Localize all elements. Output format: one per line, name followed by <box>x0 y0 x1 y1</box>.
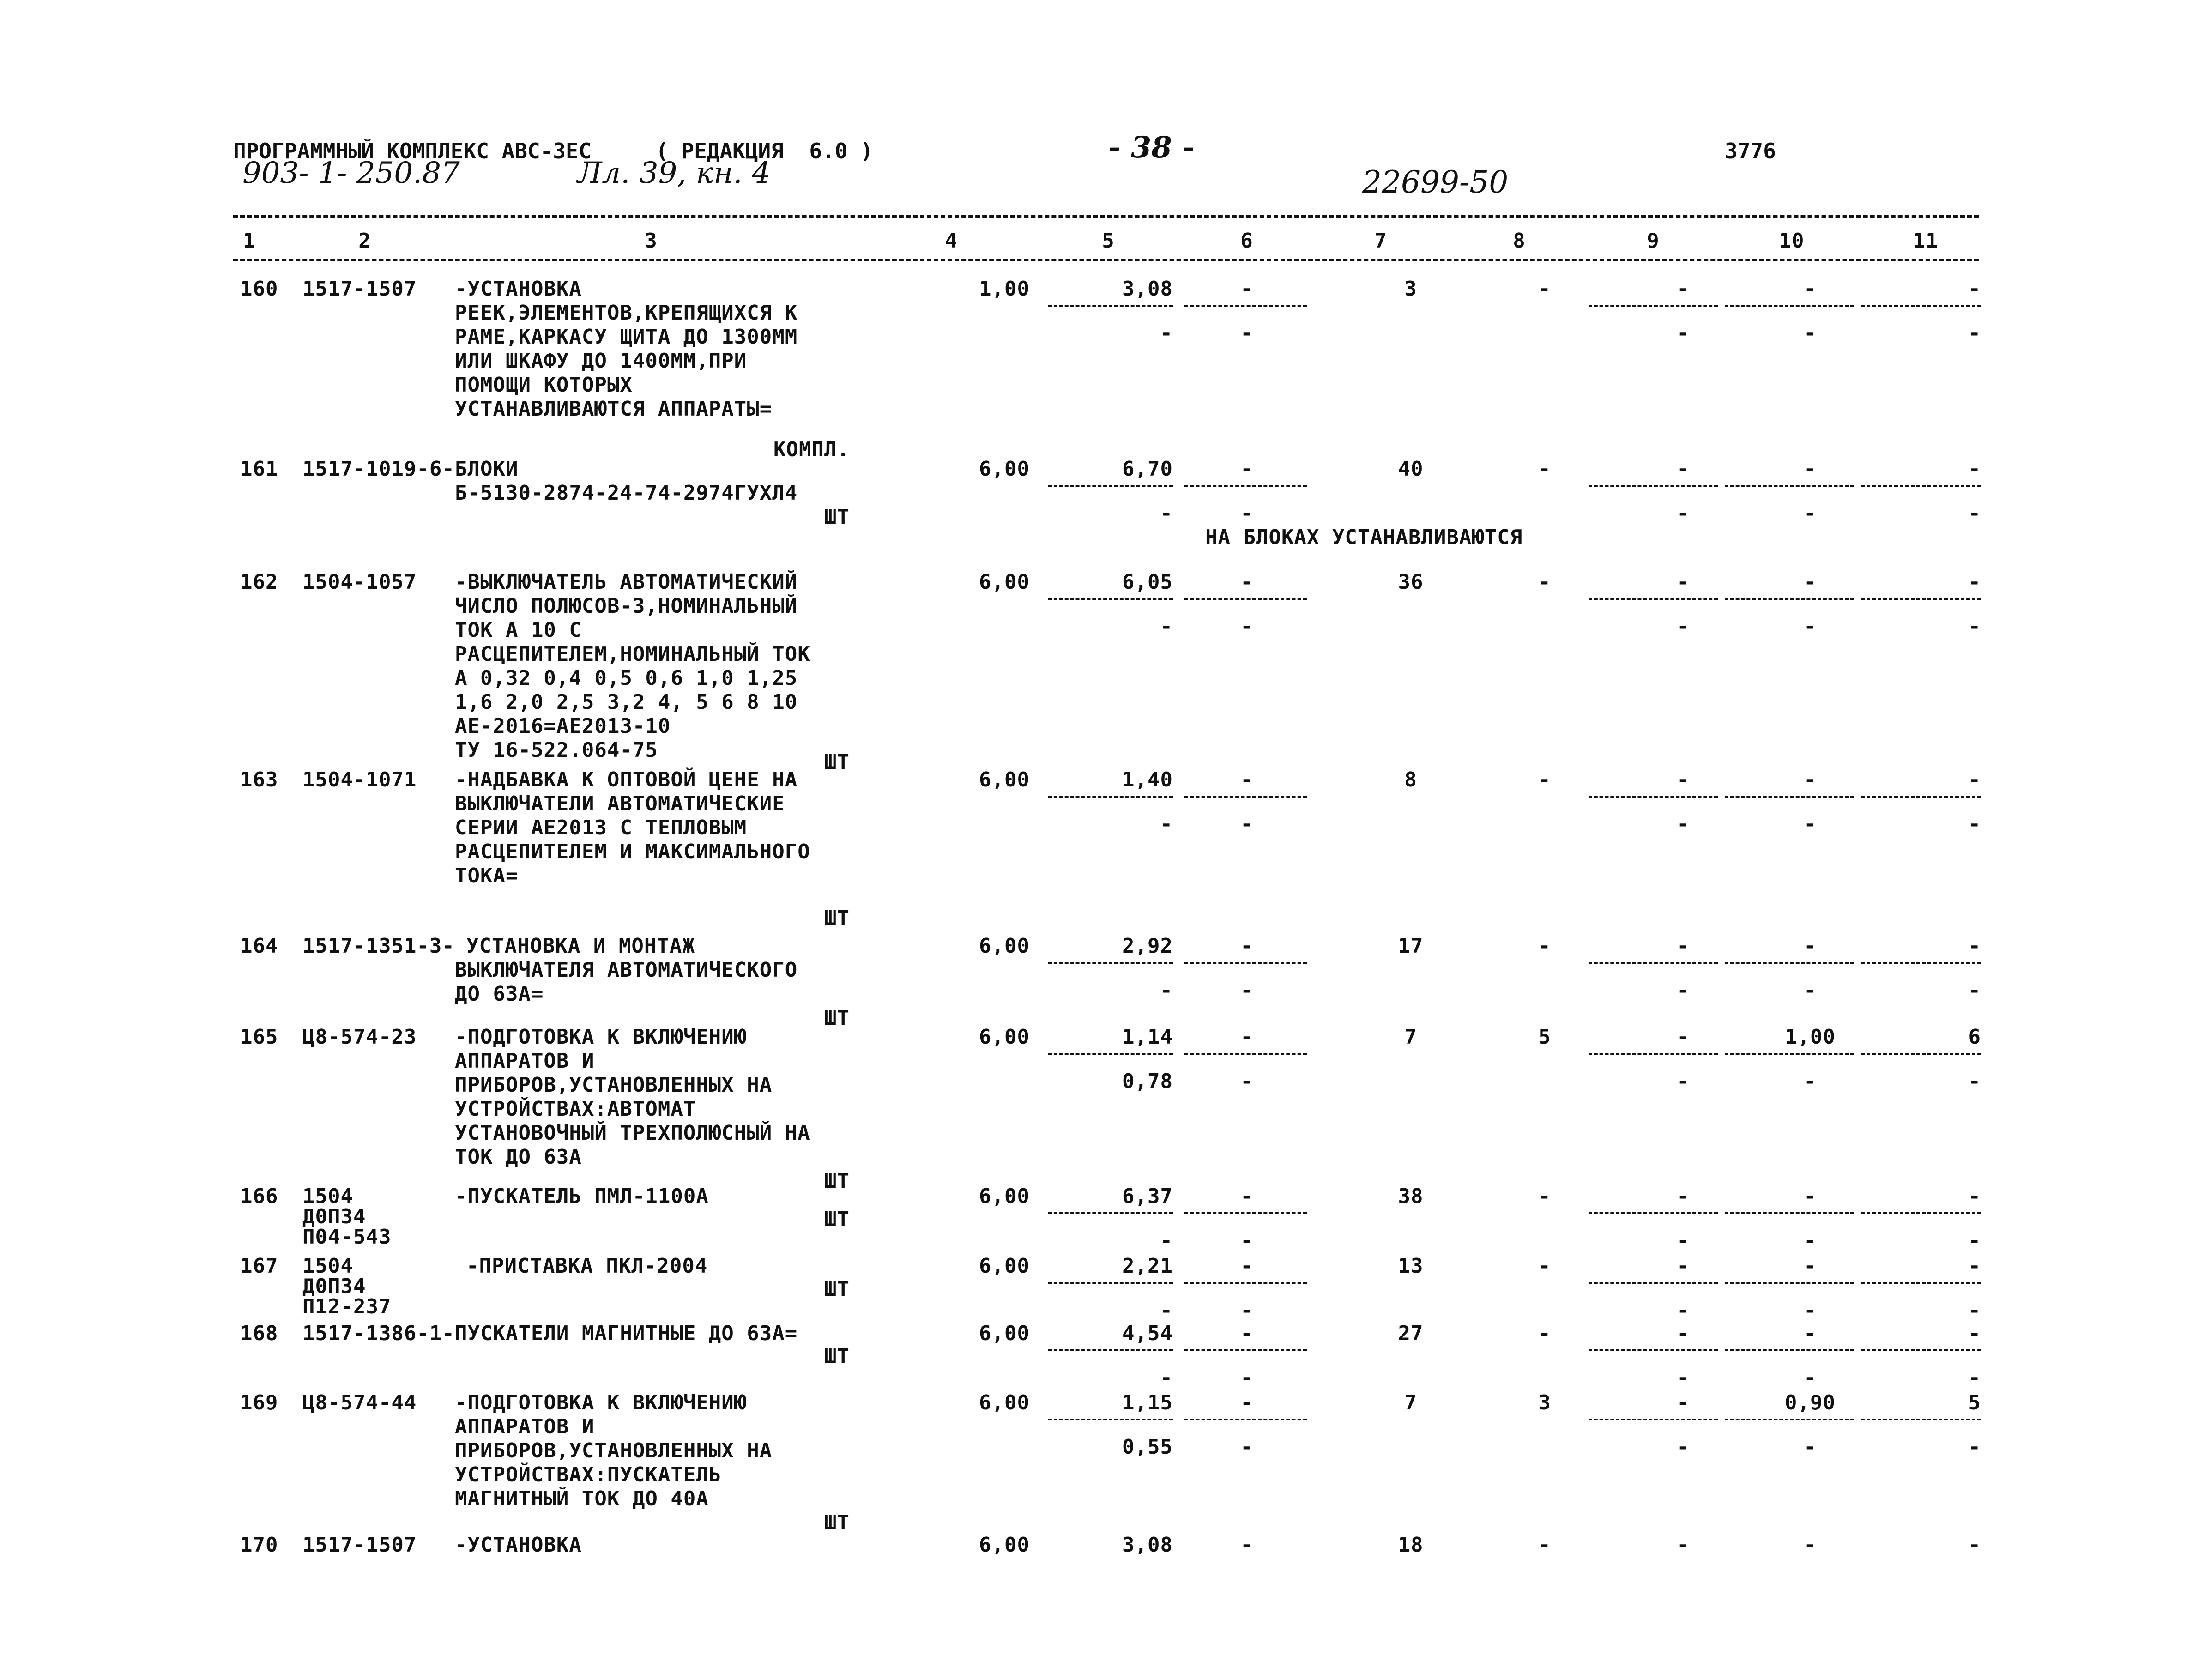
cell-col11: - <box>1968 1533 1981 1557</box>
cell-col10: - <box>1804 457 1817 481</box>
cell-col10: - <box>1804 1322 1817 1345</box>
cell-quantity: 6,00 <box>979 1184 1030 1208</box>
cell-col6-sub: - <box>1240 1299 1253 1322</box>
cell-col5: 6,70 <box>1122 457 1173 481</box>
row-unit: ШТ <box>824 1277 850 1301</box>
row-number: 162 <box>240 570 278 594</box>
row-description-line: АЕ-2016=АЕ2013-10 <box>455 714 671 738</box>
cell-col5-sub: - <box>1160 979 1173 1002</box>
cell-col7: 40 <box>1398 457 1424 481</box>
subtotal-rule-col9 <box>1589 305 1718 307</box>
row-code: 1517-1507 <box>302 277 417 301</box>
row-description-line: -НАДБАВКА К ОПТОВОЙ ЦЕНЕ НА <box>455 768 798 792</box>
row-description-line: УСТАНОВОЧНЫЙ ТРЕХПОЛЮСНЫЙ НА <box>455 1121 810 1145</box>
row-unit: ШТ <box>824 750 850 774</box>
cell-col5: 2,21 <box>1122 1254 1173 1278</box>
column-header-7: 7 <box>1374 229 1387 253</box>
row-description-line: -УСТАНОВКА <box>455 1533 582 1557</box>
handwritten-sheet-ref: Лл. 39, кн. 4 <box>577 156 771 190</box>
subtotal-rule-col5 <box>1048 485 1173 487</box>
column-header-5: 5 <box>1102 229 1115 253</box>
subtotal-rule-col9 <box>1589 598 1718 600</box>
row-description-line: ИЛИ ШКАФУ ДО 1400ММ,ПРИ <box>455 349 747 373</box>
cell-col6: - <box>1240 277 1253 301</box>
row-unit: ШТ <box>824 1208 850 1231</box>
cell-col6: - <box>1240 1025 1253 1049</box>
cell-col9: - <box>1677 1025 1690 1049</box>
row-description-line: УСТРОЙСТВАХ:ПУСКАТЕЛЬ <box>455 1463 722 1487</box>
cell-col6-sub: - <box>1240 615 1253 638</box>
sheet-code: 3776 <box>1725 139 1776 163</box>
subtotal-rule-col10 <box>1725 485 1854 487</box>
subtotal-rule-col10 <box>1725 305 1854 307</box>
subtotal-rule-col11 <box>1861 1282 1981 1284</box>
cell-col10-sub: - <box>1804 615 1817 638</box>
cell-col11: - <box>1968 277 1981 301</box>
cell-quantity: 6,00 <box>979 1254 1030 1278</box>
row-description-line: СЕРИИ АЕ2013 С ТЕПЛОВЫМ <box>455 816 747 840</box>
row-description-line: ТОК ДО 63А <box>455 1145 582 1169</box>
row-code: Д0П34 <box>302 1205 366 1228</box>
row-description-line: ЧИСЛО ПОЛЮСОВ-3,НОМИНАЛЬНЫЙ <box>455 594 798 618</box>
cell-col7: 38 <box>1398 1184 1424 1208</box>
cell-col8: - <box>1538 1254 1551 1278</box>
column-header-9: 9 <box>1647 229 1660 253</box>
cell-col6: - <box>1240 1322 1253 1345</box>
cell-col5: 3,08 <box>1122 1533 1173 1557</box>
subtotal-rule-col6 <box>1184 796 1307 798</box>
cell-col8: - <box>1538 457 1551 481</box>
cell-col8: - <box>1538 570 1551 594</box>
subtotal-rule-col6 <box>1184 485 1307 487</box>
cell-col11: - <box>1968 768 1981 792</box>
cell-col11-sub: - <box>1968 615 1981 638</box>
cell-col10-sub: - <box>1804 1070 1817 1093</box>
cell-col6-sub: - <box>1240 812 1253 836</box>
row-description-line: -ВЫКЛЮЧАТЕЛЬ АВТОМАТИЧЕСКИЙ <box>455 570 798 594</box>
cell-col9-sub: - <box>1677 812 1690 836</box>
cell-quantity: 6,00 <box>979 1322 1030 1345</box>
cell-col8: - <box>1538 1533 1551 1557</box>
cell-col11-sub: - <box>1968 1070 1981 1093</box>
cell-col7: 17 <box>1398 934 1424 958</box>
subtotal-rule-col10 <box>1725 962 1854 964</box>
cell-col5: 3,08 <box>1122 277 1173 301</box>
cell-col10: - <box>1804 1254 1817 1278</box>
cell-col11-sub: - <box>1968 979 1981 1002</box>
cell-col9-sub: - <box>1677 1435 1690 1459</box>
cell-col5-sub: 0,78 <box>1122 1070 1173 1093</box>
row-unit: ШТ <box>824 505 850 529</box>
cell-col6-sub: - <box>1240 321 1253 345</box>
subtotal-rule-col10 <box>1725 1419 1854 1420</box>
cell-col10: - <box>1804 1184 1817 1208</box>
cell-col9-sub: - <box>1677 1299 1690 1322</box>
column-header-3: 3 <box>645 229 658 253</box>
cell-col11: - <box>1968 1254 1981 1278</box>
row-code: Ц8-574-44 <box>302 1391 417 1414</box>
subtotal-rule-col9 <box>1589 962 1718 964</box>
subtotal-rule-col9 <box>1589 1212 1718 1214</box>
row-description-line: -ПОДГОТОВКА К ВКЛЮЧЕНИЮ <box>455 1391 747 1414</box>
cell-col11-sub: - <box>1968 812 1981 836</box>
cell-col9-sub: - <box>1677 1366 1690 1390</box>
cell-col10-sub: - <box>1804 979 1817 1002</box>
cell-col5-sub: - <box>1160 1299 1173 1322</box>
cell-col10-sub: - <box>1804 1229 1817 1252</box>
row-unit: ШТ <box>824 906 850 930</box>
cell-col9: - <box>1677 570 1690 594</box>
cell-col9: - <box>1677 277 1690 301</box>
cell-col6: - <box>1240 570 1253 594</box>
cell-col9-sub: - <box>1677 502 1690 525</box>
row-description-line: ПРИБОРОВ,УСТАНОВЛЕННЫХ НА <box>455 1439 773 1462</box>
subtotal-rule-col11 <box>1861 1419 1981 1420</box>
row-code: Ц8-574-23 <box>302 1025 417 1049</box>
cell-col9-sub: - <box>1677 1070 1690 1093</box>
cell-quantity: 6,00 <box>979 934 1030 958</box>
row-description-line: А 0,32 0,4 0,5 0,6 1,0 1,25 <box>455 666 798 690</box>
row-number: 168 <box>240 1322 278 1345</box>
row-unit: ШТ <box>824 1169 850 1193</box>
subtotal-rule-col9 <box>1589 1282 1718 1284</box>
subtotal-rule-col6 <box>1184 962 1307 964</box>
handwritten-project-ref: 903- 1- 250.87 <box>242 156 460 190</box>
subtotal-rule-col6 <box>1184 1212 1307 1214</box>
cell-col6: - <box>1240 1391 1253 1414</box>
cell-quantity: 6,00 <box>979 1391 1030 1414</box>
row-description-line: -ПРИСТАВКА ПКЛ-2004 <box>466 1254 708 1278</box>
cell-col8: - <box>1538 1184 1551 1208</box>
subtotal-rule-col5 <box>1048 598 1173 600</box>
subtotal-rule-col11 <box>1861 962 1981 964</box>
cell-col8: - <box>1538 277 1551 301</box>
cell-col10-sub: - <box>1804 812 1817 836</box>
subtotal-rule-col5 <box>1048 305 1173 307</box>
row-description-line: УСТАНОВКА И МОНТАЖ <box>466 934 695 958</box>
program-edition: ( РЕДАКЦИЯ 6.0 ) <box>656 139 873 163</box>
column-header-4: 4 <box>945 229 958 253</box>
subtotal-rule-col10 <box>1725 1053 1854 1055</box>
row-number: 166 <box>240 1184 278 1208</box>
page-number: - 38 - <box>1108 130 1195 165</box>
row-description-line: РАСЦЕПИТЕЛЕМ И МАКСИМАЛЬНОГО <box>455 840 810 864</box>
cell-col10: - <box>1804 934 1817 958</box>
row-number: 170 <box>240 1533 278 1557</box>
row-description-line: ВЫКЛЮЧАТЕЛЯ АВТОМАТИЧЕСКОГО <box>455 958 798 982</box>
row-description-line: ТОК А 10 С <box>455 618 582 642</box>
row-unit: ШТ <box>824 1511 850 1535</box>
cell-col9-sub: - <box>1677 321 1690 345</box>
row-description-line: МАГНИТНЫЙ ТОК ДО 40А <box>455 1487 709 1511</box>
cell-col9: - <box>1677 1254 1690 1278</box>
cell-col10: - <box>1804 570 1817 594</box>
cell-col11-sub: - <box>1968 1299 1981 1322</box>
cell-col10: 1,00 <box>1785 1025 1836 1049</box>
cell-col9: - <box>1677 1322 1690 1345</box>
cell-col6-sub: - <box>1240 1366 1253 1390</box>
row-number: 169 <box>240 1391 278 1414</box>
row-description-line: УСТРОЙСТВАХ:АВТОМАТ <box>455 1097 696 1121</box>
cell-col7: 7 <box>1404 1391 1417 1414</box>
cell-col7: 36 <box>1398 570 1424 594</box>
cell-col11-sub: - <box>1968 1435 1981 1459</box>
subtotal-rule-col5 <box>1048 1419 1173 1420</box>
row-code: 1517-1019-6- <box>302 457 455 481</box>
row-description-line: ТУ 16-522.064-75 <box>455 738 658 762</box>
row-number: 161 <box>240 457 278 481</box>
subtotal-rule-col5 <box>1048 1282 1173 1284</box>
cell-col9-sub: - <box>1677 1229 1690 1252</box>
row-description-line: БЛОКИ <box>455 457 519 481</box>
cell-col11-sub: - <box>1968 321 1981 345</box>
cell-col7: 3 <box>1404 277 1417 301</box>
row-description-line: УСТАНАВЛИВАЮТСЯ АППАРАТЫ= <box>455 397 773 421</box>
subtotal-rule-col5 <box>1048 962 1173 964</box>
cell-col5-sub: - <box>1160 321 1173 345</box>
row-description-line: Б-5130-2874-24-74-2974ГУХЛ4 <box>455 481 798 505</box>
cell-col10: - <box>1804 277 1817 301</box>
cell-col10-sub: - <box>1804 502 1817 525</box>
row-description-line: РАСЦЕПИТЕЛЕМ,НОМИНАЛЬНЫЙ ТОК <box>455 642 810 666</box>
cell-col11: - <box>1968 934 1981 958</box>
cell-col7: 13 <box>1398 1254 1424 1278</box>
cell-quantity: 6,00 <box>979 768 1030 792</box>
cell-col11: - <box>1968 457 1981 481</box>
row-description-line: ПОМОЩИ КОТОРЫХ <box>455 373 633 397</box>
cell-col11-sub: - <box>1968 1366 1981 1390</box>
cell-col6: - <box>1240 1533 1253 1557</box>
subtotal-rule-col9 <box>1589 1419 1718 1420</box>
cell-col6: - <box>1240 457 1253 481</box>
subtotal-rule-col9 <box>1589 485 1718 487</box>
cell-col9: - <box>1677 1184 1690 1208</box>
row-note: НА БЛОКАХ УСТАНАВЛИВАЮТСЯ <box>1205 526 1523 549</box>
subtotal-rule-col11 <box>1861 1349 1981 1351</box>
subtotal-rule-col10 <box>1725 1212 1854 1214</box>
cell-col7: 27 <box>1398 1322 1424 1345</box>
row-description-line: ПУСКАТЕЛИ МАГНИТНЫЕ ДО 63А= <box>455 1322 798 1345</box>
cell-quantity: 6,00 <box>979 457 1030 481</box>
cell-quantity: 6,00 <box>979 1025 1030 1049</box>
row-description-line: ДО 63А= <box>455 982 544 1006</box>
cell-col5: 1,14 <box>1122 1025 1173 1049</box>
cell-col10: 0,90 <box>1785 1391 1836 1414</box>
row-code: 1517-1507 <box>302 1533 417 1557</box>
column-header-10: 10 <box>1779 229 1805 253</box>
cell-col9-sub: - <box>1677 979 1690 1002</box>
cell-col9: - <box>1677 934 1690 958</box>
header-bottom-rule <box>233 259 1979 261</box>
cell-col11: 5 <box>1968 1391 1981 1414</box>
subtotal-rule-col6 <box>1184 1349 1307 1351</box>
cell-quantity: 6,00 <box>979 570 1030 594</box>
subtotal-rule-col6 <box>1184 1419 1307 1420</box>
row-description-line: АППАРАТОВ И <box>455 1415 595 1438</box>
cell-col7: 8 <box>1404 768 1417 792</box>
cell-col11-sub: - <box>1968 502 1981 525</box>
row-description-line: РАМЕ,КАРКАСУ ЩИТА ДО 1300ММ <box>455 325 798 349</box>
cell-col11-sub: - <box>1968 1229 1981 1252</box>
cell-col11: - <box>1968 570 1981 594</box>
row-unit: ШТ <box>824 1345 850 1368</box>
row-description-line: ТОКА= <box>455 864 519 888</box>
subtotal-rule-col10 <box>1725 796 1854 798</box>
cell-col8: - <box>1538 1322 1551 1345</box>
subtotal-rule-col11 <box>1861 305 1981 307</box>
row-number: 165 <box>240 1025 278 1049</box>
cell-col9: - <box>1677 457 1690 481</box>
row-code: 1517-1386-1- <box>302 1322 455 1345</box>
cell-col5-sub: 0,55 <box>1122 1435 1173 1459</box>
subtotal-rule-col6 <box>1184 305 1307 307</box>
row-code: П12-237 <box>302 1295 392 1318</box>
subtotal-rule-col6 <box>1184 1053 1307 1055</box>
row-code: 1504 <box>302 1184 353 1208</box>
cell-col10: - <box>1804 768 1817 792</box>
cell-col11: - <box>1968 1184 1981 1208</box>
cell-col9: - <box>1677 1391 1690 1414</box>
row-description-line: -ПОДГОТОВКА К ВКЛЮЧЕНИЮ <box>455 1025 747 1049</box>
cell-col6-sub: - <box>1240 1070 1253 1093</box>
column-header-8: 8 <box>1513 229 1526 253</box>
row-unit: ШТ <box>824 1006 850 1030</box>
row-description-line: РЕЕК,ЭЛЕМЕНТОВ,КРЕПЯЩИХСЯ К <box>455 301 798 325</box>
subtotal-rule-col6 <box>1184 1282 1307 1284</box>
cell-col10-sub: - <box>1804 321 1817 345</box>
subtotal-rule-col9 <box>1589 796 1718 798</box>
cell-col9-sub: - <box>1677 615 1690 638</box>
subtotal-rule-col11 <box>1861 1053 1981 1055</box>
row-code: 1504 <box>302 1254 353 1278</box>
cell-col8: 3 <box>1538 1391 1551 1414</box>
subtotal-rule-col5 <box>1048 1053 1173 1055</box>
subtotal-rule-col5 <box>1048 1212 1173 1214</box>
subtotal-rule-col10 <box>1725 1282 1854 1284</box>
cell-col11: 6 <box>1968 1025 1981 1049</box>
cell-col9: - <box>1677 768 1690 792</box>
cell-col5: 6,37 <box>1122 1184 1173 1208</box>
row-description-line: АППАРАТОВ И <box>455 1049 595 1073</box>
subtotal-rule-col11 <box>1861 485 1981 487</box>
cell-quantity: 6,00 <box>979 1533 1030 1557</box>
cell-col5: 1,40 <box>1122 768 1173 792</box>
subtotal-rule-col11 <box>1861 796 1981 798</box>
cell-col5: 1,15 <box>1122 1391 1173 1414</box>
header-top-rule <box>233 215 1979 218</box>
subtotal-rule-col11 <box>1861 1212 1981 1214</box>
subtotal-rule-col6 <box>1184 598 1307 600</box>
cell-col10: - <box>1804 1533 1817 1557</box>
document-number: 22699-50 <box>1362 164 1509 200</box>
cell-col6: - <box>1240 768 1253 792</box>
row-number: 163 <box>240 768 278 792</box>
row-code: 1504-1057 <box>302 570 417 594</box>
row-code: 1504-1071 <box>302 768 417 792</box>
cell-col11: - <box>1968 1322 1981 1345</box>
cell-col5: 2,92 <box>1122 934 1173 958</box>
row-description-line: ПРИБОРОВ,УСТАНОВЛЕННЫХ НА <box>455 1073 773 1097</box>
cell-col5-sub: - <box>1160 615 1173 638</box>
row-description-line: 1,6 2,0 2,5 3,2 4, 5 6 8 10 <box>455 690 798 714</box>
subtotal-rule-col10 <box>1725 1349 1854 1351</box>
column-header-11: 11 <box>1913 229 1939 253</box>
cell-col5-sub: - <box>1160 1229 1173 1252</box>
row-description-line: -УСТАНОВКА <box>455 277 582 301</box>
cell-col6-sub: - <box>1240 1435 1253 1459</box>
subtotal-rule-col9 <box>1589 1349 1718 1351</box>
cell-col6: - <box>1240 1254 1253 1278</box>
subtotal-rule-col10 <box>1725 598 1854 600</box>
cell-col6-sub: - <box>1240 1229 1253 1252</box>
subtotal-rule-col9 <box>1589 1053 1718 1055</box>
row-unit: КОМПЛ. <box>773 438 850 461</box>
cell-col7: 7 <box>1404 1025 1417 1049</box>
cell-col7: 18 <box>1398 1533 1424 1557</box>
subtotal-rule-col11 <box>1861 598 1981 600</box>
row-number: 160 <box>240 277 278 301</box>
cell-quantity: 1,00 <box>979 277 1030 301</box>
cell-col8: - <box>1538 768 1551 792</box>
row-code: Д0П34 <box>302 1275 366 1298</box>
cell-col10-sub: - <box>1804 1299 1817 1322</box>
subtotal-rule-col5 <box>1048 796 1173 798</box>
cell-col6-sub: - <box>1240 502 1253 525</box>
row-code: П04-543 <box>302 1225 392 1249</box>
row-number: 164 <box>240 934 278 958</box>
row-description-line: -ПУСКАТЕЛЬ ПМЛ-1100А <box>455 1184 709 1208</box>
column-header-2: 2 <box>358 229 371 253</box>
cell-col6: - <box>1240 934 1253 958</box>
cell-col10-sub: - <box>1804 1435 1817 1459</box>
cell-col9: - <box>1677 1533 1690 1557</box>
subtotal-rule-col5 <box>1048 1349 1173 1351</box>
cell-col5-sub: - <box>1160 812 1173 836</box>
cell-col5-sub: - <box>1160 502 1173 525</box>
row-code: 1517-1351-3- <box>302 934 455 958</box>
row-number: 167 <box>240 1254 278 1278</box>
cell-col5-sub: - <box>1160 1366 1173 1390</box>
cell-col8: 5 <box>1538 1025 1551 1049</box>
column-header-1: 1 <box>243 229 256 253</box>
cell-col5: 4,54 <box>1122 1322 1173 1345</box>
row-description-line: ВЫКЛЮЧАТЕЛИ АВТОМАТИЧЕСКИЕ <box>455 792 785 816</box>
cell-col8: - <box>1538 934 1551 958</box>
column-header-6: 6 <box>1240 229 1253 253</box>
cell-col5: 6,05 <box>1122 570 1173 594</box>
program-title: ПРОГРАММНЫЙ КОМПЛЕКС АВС-3ЕС <box>233 139 592 163</box>
cell-col6-sub: - <box>1240 979 1253 1002</box>
cell-col10-sub: - <box>1804 1366 1817 1390</box>
cell-col6: - <box>1240 1184 1253 1208</box>
